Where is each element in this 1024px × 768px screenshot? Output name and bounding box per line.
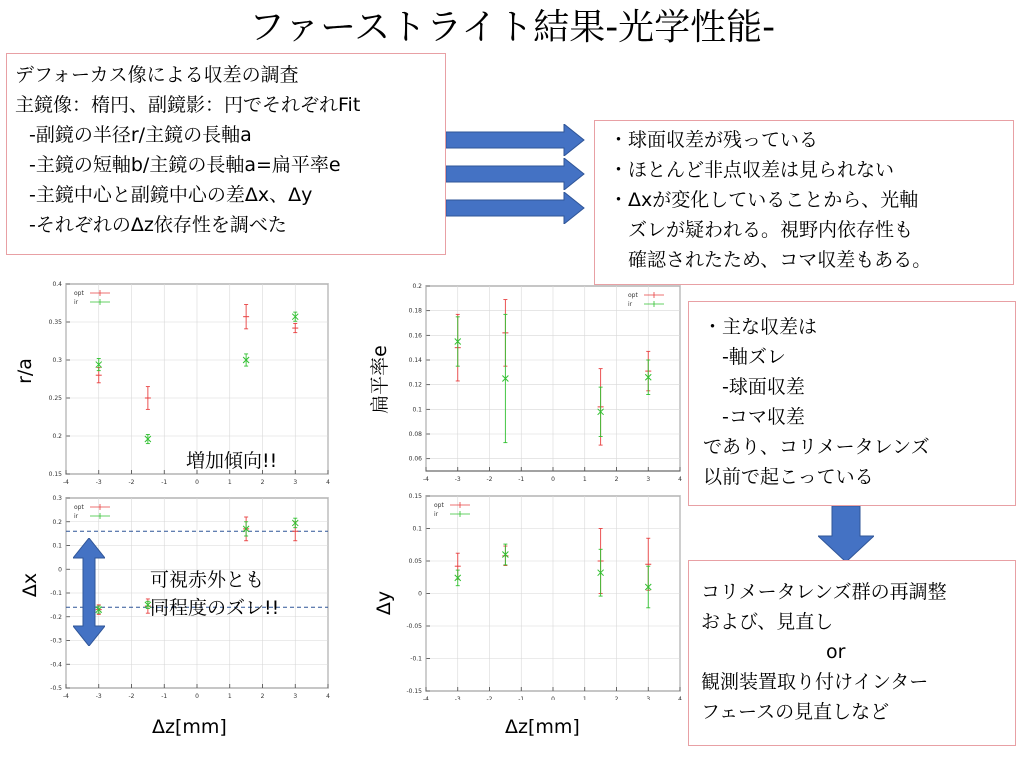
dx-x-axis-label: Δz[mm] bbox=[152, 716, 227, 738]
x-tick-label: 1 bbox=[227, 693, 232, 700]
action-line: 観測装置取り付けインター bbox=[701, 671, 929, 693]
right-arrow-icon bbox=[446, 158, 586, 190]
y-tick-label: 0.16 bbox=[408, 332, 422, 340]
slide-title: ファーストライト結果-光学性能- bbox=[248, 7, 776, 48]
x-tick-label: 3 bbox=[646, 696, 651, 700]
method-line: -主鏡の短軸b/主鏡の長軸a=扁平率e bbox=[29, 154, 341, 176]
observation-line: 確認されたため、コマ収差もある。 bbox=[609, 249, 932, 271]
y-tick-label: 0.35 bbox=[48, 319, 62, 326]
x-tick-label: 2 bbox=[260, 693, 265, 700]
x-tick-label: 2 bbox=[614, 476, 619, 483]
y-tick-label: 0.25 bbox=[48, 395, 62, 402]
y-tick-label: 0.05 bbox=[408, 558, 422, 565]
method-line: -主鏡中心と副鏡中心の差Δx、Δy bbox=[29, 184, 313, 206]
x-tick-label: 0 bbox=[551, 476, 555, 483]
method-line: 主鏡像：楕円、副鏡影：円でそれぞれFit bbox=[15, 94, 361, 116]
ra-y-axis-label: r/a bbox=[13, 358, 36, 384]
x-tick-label: -4 bbox=[63, 479, 69, 486]
y-tick-label: -0.5 bbox=[50, 685, 62, 692]
observation-box bbox=[594, 120, 1014, 285]
x-tick-label: -4 bbox=[423, 476, 429, 483]
y-tick-label: 0.12 bbox=[408, 381, 422, 389]
x-tick-label: -2 bbox=[486, 696, 493, 700]
y-tick-label: 0.1 bbox=[52, 542, 62, 550]
y-tick-label: 0.3 bbox=[52, 357, 62, 364]
double-arrow-icon bbox=[73, 538, 105, 646]
y-tick-label: 0.08 bbox=[408, 431, 422, 438]
x-tick-label: 4 bbox=[678, 696, 682, 700]
y-tick-label: 0.14 bbox=[408, 357, 422, 364]
x-tick-label: -1 bbox=[518, 476, 525, 483]
action-box bbox=[688, 560, 1016, 746]
x-tick-label: -4 bbox=[63, 693, 69, 700]
x-tick-label: -1 bbox=[161, 479, 168, 486]
y-tick-label: 0.1 bbox=[412, 525, 422, 533]
observation-line: ・Δxが変化していることから、光軸 bbox=[609, 189, 919, 211]
legend-label: ir bbox=[628, 301, 633, 308]
x-tick-label: 0 bbox=[551, 696, 555, 700]
dy-y-axis-label: Δy bbox=[373, 590, 396, 616]
x-tick-label: 3 bbox=[293, 479, 298, 486]
x-tick-label: -2 bbox=[128, 693, 135, 700]
x-tick-label: -2 bbox=[486, 476, 493, 483]
x-tick-label: -4 bbox=[423, 696, 429, 700]
dy-x-axis-label: Δz[mm] bbox=[505, 716, 580, 738]
action-line: or bbox=[826, 641, 846, 663]
y-tick-label: 0.2 bbox=[52, 518, 62, 526]
plot-dy bbox=[390, 490, 690, 700]
observation-line: ズレが疑われる。視野内依存性も bbox=[609, 219, 914, 241]
aberration-line: -球面収差 bbox=[703, 376, 805, 398]
offset-annotation-line: 同程度のズレ!! bbox=[150, 597, 280, 619]
y-tick-label: 0.2 bbox=[52, 433, 62, 440]
e-y-axis-label: 扁平率e bbox=[368, 345, 391, 414]
x-tick-label: 4 bbox=[326, 693, 330, 700]
method-line: デフォーカス像による収差の調査 bbox=[15, 64, 299, 86]
action-line: および、見直し bbox=[701, 611, 834, 633]
x-tick-label: -1 bbox=[518, 696, 525, 700]
x-tick-label: 2 bbox=[614, 696, 619, 700]
legend-label: opt bbox=[74, 504, 84, 511]
y-tick-label: -0.15 bbox=[406, 688, 422, 695]
offset-annotation-line: 可視赤外とも bbox=[150, 569, 265, 591]
y-tick-label: 0 bbox=[418, 590, 422, 598]
increase-annotation: 増加傾向!! bbox=[186, 450, 278, 472]
y-tick-label: 0.15 bbox=[48, 471, 62, 478]
x-tick-label: -3 bbox=[95, 693, 102, 700]
x-tick-label: 4 bbox=[326, 479, 330, 486]
action-line: コリメータレンズ群の再調整 bbox=[701, 581, 947, 603]
x-tick-label: 3 bbox=[646, 476, 651, 483]
legend-label: ir bbox=[74, 513, 79, 520]
y-tick-label: 0.18 bbox=[408, 307, 422, 315]
y-tick-label: -0.3 bbox=[50, 637, 62, 645]
observation-line: ・ほとんど非点収差は見られない bbox=[609, 159, 895, 181]
y-tick-label: 0.4 bbox=[52, 281, 62, 288]
x-tick-label: 0 bbox=[195, 693, 199, 700]
legend-label: opt bbox=[628, 292, 638, 299]
y-tick-label: 0.2 bbox=[412, 283, 422, 290]
x-tick-label: 0 bbox=[195, 479, 199, 486]
aberration-line: -コマ収差 bbox=[703, 406, 805, 428]
aberration-line: -軸ズレ bbox=[703, 346, 786, 368]
x-tick-label: 1 bbox=[227, 479, 232, 486]
observation-line: ・球面収差が残っている bbox=[609, 129, 819, 151]
method-line: -それぞれのΔz依存性を調べた bbox=[29, 214, 287, 236]
legend-label: ir bbox=[434, 511, 439, 518]
method-line: -副鏡の半径r/主鏡の長軸a bbox=[29, 124, 252, 146]
down-arrow-icon bbox=[818, 506, 874, 562]
aberration-line: であり、コリメータレンズ bbox=[703, 436, 930, 458]
y-tick-label: -0.1 bbox=[410, 655, 422, 663]
aberration-box bbox=[688, 301, 1016, 506]
x-tick-label: -3 bbox=[454, 696, 461, 700]
right-arrow-icon bbox=[446, 192, 586, 224]
x-tick-label: 2 bbox=[260, 479, 265, 486]
x-tick-label: -1 bbox=[161, 693, 168, 700]
y-tick-label: 0.06 bbox=[408, 455, 422, 463]
y-tick-label: 0 bbox=[58, 566, 62, 574]
y-tick-label: -0.1 bbox=[50, 590, 62, 597]
y-tick-label: 0.1 bbox=[412, 406, 422, 414]
action-line: フェースの見直しなど bbox=[701, 701, 890, 723]
y-tick-label: -0.05 bbox=[406, 623, 422, 630]
aberration-line: ・主な収差は bbox=[703, 316, 818, 338]
plot-ra bbox=[30, 278, 340, 493]
aberration-line: 以前で起こっている bbox=[703, 466, 874, 488]
y-tick-label: 0.3 bbox=[52, 495, 62, 502]
x-tick-label: -2 bbox=[128, 479, 135, 486]
x-tick-label: 1 bbox=[582, 696, 587, 700]
legend-label: opt bbox=[74, 290, 84, 297]
right-arrow-icon bbox=[446, 124, 586, 156]
legend-label: ir bbox=[74, 299, 79, 306]
y-tick-label: -0.4 bbox=[50, 661, 62, 669]
legend-label: opt bbox=[434, 502, 444, 509]
x-tick-label: 3 bbox=[293, 693, 298, 700]
x-tick-label: -3 bbox=[95, 479, 102, 486]
dx-y-axis-label: Δx bbox=[19, 572, 42, 598]
x-tick-label: 1 bbox=[582, 476, 587, 483]
y-tick-label: 0.15 bbox=[408, 493, 422, 500]
method-box bbox=[6, 53, 446, 255]
plot-e bbox=[390, 280, 690, 485]
x-tick-label: 4 bbox=[678, 476, 682, 483]
y-tick-label: -0.2 bbox=[50, 613, 62, 621]
x-tick-label: -3 bbox=[454, 476, 461, 483]
